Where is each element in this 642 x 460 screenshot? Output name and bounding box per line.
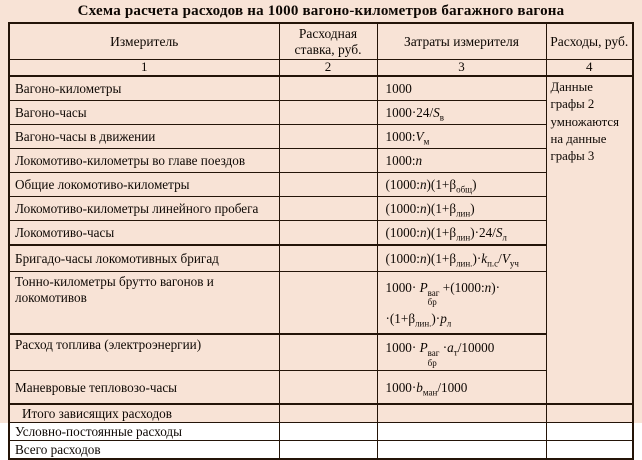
rate-cell	[279, 245, 377, 272]
rate-cell	[279, 272, 377, 334]
formula-cell: 1000	[377, 76, 546, 101]
formula-cell: 1000· P ваг бр +(1000:n)· $\cdot(1+\beta_{лин.})\cdot p_л$	[377, 272, 546, 334]
col-header-measure: Измеритель	[9, 23, 279, 60]
col-number-1: 1	[9, 60, 279, 76]
table-row	[9, 172, 633, 196]
measure-label-cell: Расход топлива (электроэнергии)	[9, 334, 279, 371]
formula-cell	[377, 404, 546, 423]
table-row	[9, 220, 633, 245]
formula-cell: $1000:V_м$	[377, 124, 546, 148]
table-row	[9, 334, 633, 371]
calculation-table	[8, 22, 634, 460]
formula-cell: $(1000:n)(1+\beta_{лин})$	[377, 196, 546, 220]
table-row	[9, 148, 633, 172]
col-number-4: 4	[546, 60, 633, 76]
measure-label-cell: Бригадо-часы локомотивных бригад	[9, 245, 279, 272]
rate-cell	[279, 423, 377, 441]
measure-label-cell: Локомотиво-часы	[9, 220, 279, 245]
rate-cell	[279, 220, 377, 245]
rate-cell	[279, 124, 377, 148]
formula-cell: 1000:n	[377, 148, 546, 172]
expenses-cell	[546, 404, 633, 423]
formula-cell: 1000· P ваг бр $\cdot a_т/10000$	[377, 334, 546, 371]
table-row	[9, 76, 633, 101]
rate-cell	[279, 334, 377, 371]
expenses-note-cell: Данные графы 2 умножаются на данные графы 3	[546, 76, 633, 404]
table-row	[9, 124, 633, 148]
measure-label-cell: Маневровые тепловозо-часы	[9, 371, 279, 404]
expenses-cell	[546, 441, 633, 460]
rate-cell	[279, 148, 377, 172]
formula-cell: $(1000:n)(1+\beta_{общ})$	[377, 172, 546, 196]
measure-label-cell: Вагоно-часы	[9, 100, 279, 124]
measure-label-cell: Условно-постоянные расходы	[9, 423, 279, 441]
rate-cell	[279, 76, 377, 101]
rate-cell	[279, 196, 377, 220]
table-row	[9, 272, 633, 334]
rate-cell	[279, 441, 377, 460]
measure-label-cell: Тонно-километры брутто вагонов и локомотивов	[9, 272, 279, 334]
expenses-cell	[546, 423, 633, 441]
column-number-row	[9, 60, 633, 76]
page-title: Схема расчета расходов на 1000 вагоно-километров багажного вагона	[77, 3, 565, 19]
formula-cell: $1000\cdot 24/S_в$	[377, 100, 546, 124]
table-row	[9, 196, 633, 220]
measure-label-cell: Общие локомотиво-километры	[9, 172, 279, 196]
table-row	[9, 371, 633, 404]
col-header-rate: Расходная ставка, руб.	[279, 23, 377, 60]
measure-label-cell: Локомотиво-километры во главе поездов	[9, 148, 279, 172]
table-row	[9, 100, 633, 124]
formula-cell: $1000\cdot b_{ман}/1000$	[377, 371, 546, 404]
rate-cell	[279, 404, 377, 423]
col-number-3: 3	[377, 60, 546, 76]
rate-cell	[279, 172, 377, 196]
measure-label-cell: Вагоно-часы в движении	[9, 124, 279, 148]
rate-cell	[279, 371, 377, 404]
measure-label-cell: Всего расходов	[9, 441, 279, 460]
formula-cell: $(1000:n)(1+\beta_{лин})\cdot 24/S_л$	[377, 220, 546, 245]
formula-cell	[377, 423, 546, 441]
rate-cell	[279, 100, 377, 124]
measure-label-cell: Локомотиво-километры линейного пробега	[9, 196, 279, 220]
formula-cell	[377, 441, 546, 460]
table-row	[9, 245, 633, 272]
formula-cell: $(1000:n)(1+\beta_{лин.})\cdot k_{п.с}/V_{уч}$	[377, 245, 546, 272]
table-row-total	[9, 404, 633, 423]
table-row-total	[9, 423, 633, 441]
table-row-total	[9, 441, 633, 460]
measure-label-cell: Итого зависящих расходов	[9, 404, 279, 423]
header-row	[9, 23, 633, 60]
col-header-costs: Затраты измерителя	[377, 23, 546, 60]
col-number-2: 2	[279, 60, 377, 76]
col-header-expenses: Расходы, руб.	[546, 23, 633, 60]
measure-label-cell: Вагоно-километры	[9, 76, 279, 101]
